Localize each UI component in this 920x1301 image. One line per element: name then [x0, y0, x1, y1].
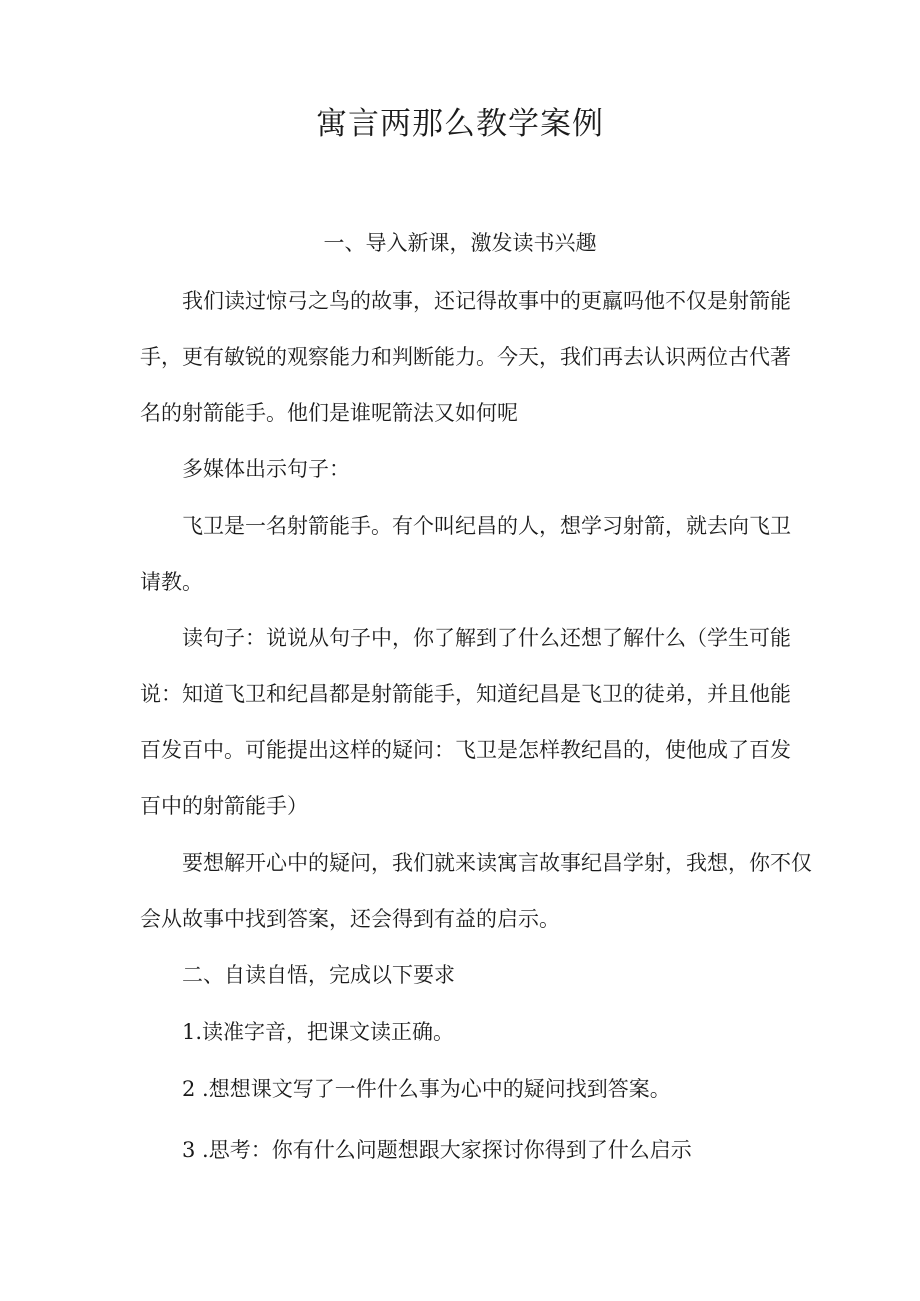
list-item: 3 .思考：你有什么问题想跟大家探讨你得到了什么启示: [182, 1138, 692, 1162]
section-heading-1: 一、导入新课，激发读书兴趣: [323, 231, 597, 255]
paragraph-line: 要想解开心中的疑问，我们就来读寓言故事纪昌学射，我想，你不仅: [182, 851, 812, 875]
list-item: 1.读准字音，把课文读正确。: [182, 1020, 455, 1044]
document-title: 寓言两那么教学案例: [316, 106, 604, 142]
paragraph-line: 会从故事中找到答案，还会得到有益的启示。: [140, 907, 560, 931]
paragraph-line: 百中的射箭能手）: [140, 794, 308, 818]
list-item: 2 .想想课文写了一件什么事为心中的疑问找到答案。: [182, 1077, 671, 1101]
paragraph-line: 请教。: [140, 570, 203, 594]
paragraph-line: 说：知道飞卫和纪昌都是射箭能手，知道纪昌是飞卫的徒弟，并且他能: [140, 682, 791, 706]
paragraph-line: 名的射箭能手。他们是谁呢箭法又如何呢: [140, 401, 518, 425]
paragraph-line: 多媒体出示句子：: [182, 457, 350, 481]
section-heading-2: 二、自读自悟，完成以下要求: [182, 963, 455, 987]
paragraph-line: 读句子：说说从句子中，你了解到了什么还想了解什么（学生可能: [182, 626, 791, 650]
paragraph-line: 我们读过惊弓之鸟的故事，还记得故事中的更羸吗他不仅是射箭能: [182, 289, 791, 313]
paragraph-line: 手，更有敏锐的观察能力和判断能力。今天，我们再去认识两位古代著: [140, 345, 791, 369]
paragraph-line: 百发百中。可能提出这样的疑问：飞卫是怎样教纪昌的，使他成了百发: [140, 738, 791, 762]
paragraph-line: 飞卫是一名射箭能手。有个叫纪昌的人，想学习射箭，就去向飞卫: [182, 514, 791, 538]
